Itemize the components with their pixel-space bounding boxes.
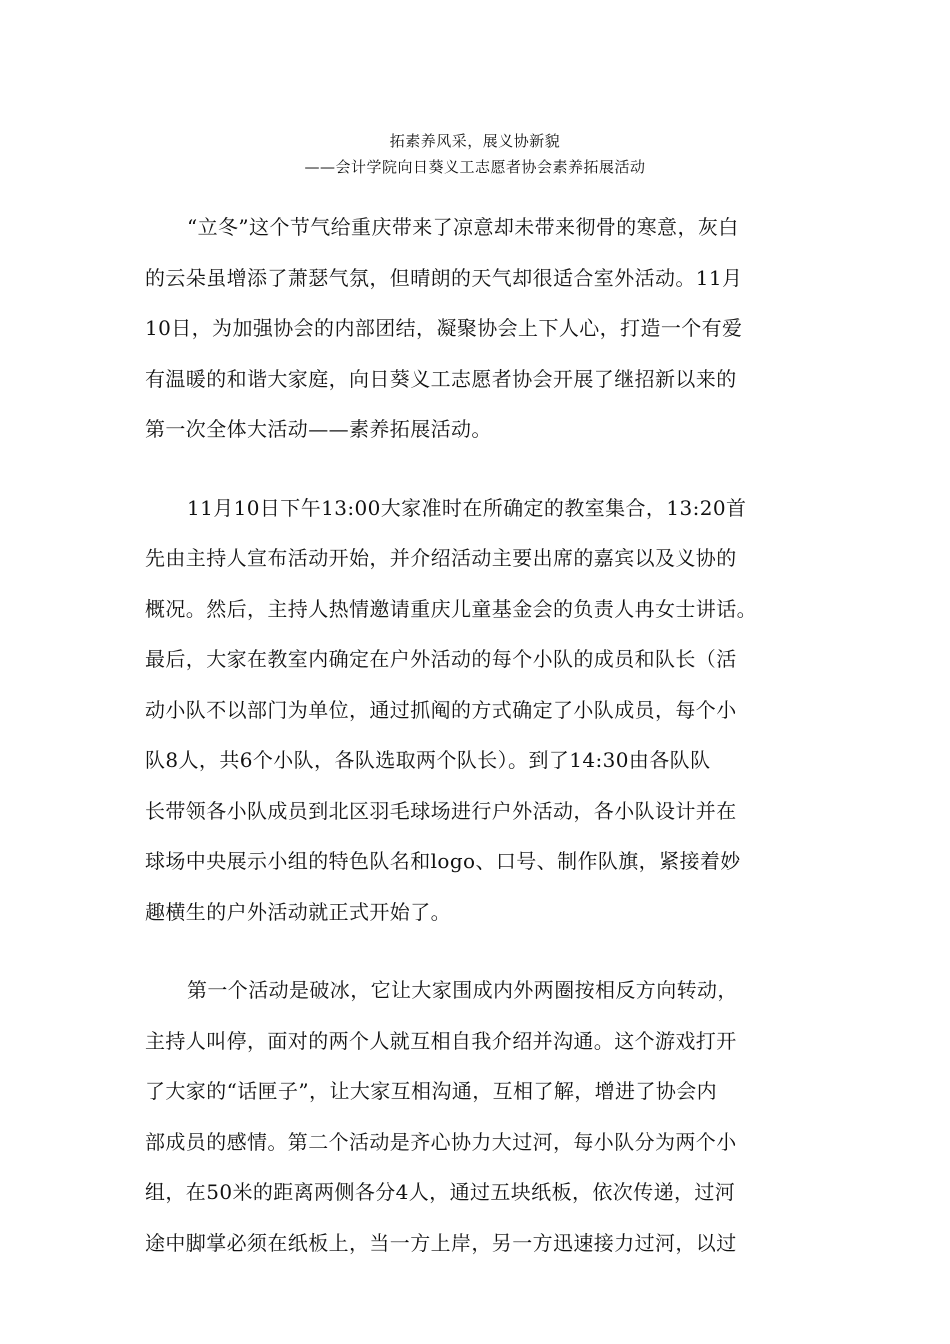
document-title: 拓素养风采，展义协新貌 (389, 132, 561, 150)
text-line: 第一次全体大活动——素养拓展活动。 (145, 417, 492, 441)
text-line: 主持人叫停，面对的两个人就互相自我介绍并沟通。这个游戏打开 (145, 1028, 737, 1053)
text-line: 先由主持人宣布活动开始，并介绍活动主要出席的嘉宾以及义协的 (145, 546, 737, 570)
text-line: 最后，大家在教室内确定在户外活动的每个小队的成员和队长（活 (145, 647, 737, 671)
text-line: 途中脚掌必须在纸板上，当一方上岸，另一方迅速接力过河，以过 (145, 1230, 737, 1255)
paragraph-2 (145, 483, 817, 938)
text-line: 第一个活动是破冰，它让大家围成内外两圈按相反方向转动， (187, 978, 738, 1002)
text-line: 的云朵虽增添了萧瑟气氛，但晴朗的天气却很适合室外活动。11月 (145, 265, 743, 290)
text-line: 趣横生的户外活动就正式开始了。 (145, 899, 451, 924)
text-line: 了大家的“话匣子”，让大家互相沟通，互相了解，增进了协会内 (145, 1079, 718, 1103)
text-line: 球场中央展示小组的特色队名和logo、口号、制作队旗，紧接着妙 (145, 849, 741, 873)
document-subtitle: ——会计学院向日葵义工志愿者协会素养拓展活动 (304, 158, 646, 176)
title-block (0, 128, 950, 180)
text-line: 有温暖的和谐大家庭，向日葵义工志愿者协会开展了继招新以来的 (145, 366, 737, 391)
text-line: 动小队不以部门为单位，通过抓阄的方式确定了小队成员，每个小 (145, 697, 737, 722)
document-body (145, 202, 817, 1296)
text-line: 长带领各小队成员到北区羽毛球场进行户外活动，各小队设计并在 (145, 798, 737, 823)
text-line: 11月10日下午13:00大家准时在所确定的教室集合，13:20首 (187, 495, 747, 520)
text-line: 组，在50米的距离两侧各分4人，通过五块纸板，依次传递，过河 (145, 1180, 736, 1204)
text-line: “立冬”这个节气给重庆带来了凉意却未带来彻骨的寒意，灰白 (187, 215, 739, 239)
paragraph-3 (145, 965, 817, 1268)
text-line: 10日，为加强协会的内部团结，凝聚协会上下人心，打造一个有爱 (145, 316, 743, 340)
text-line: 队8人，共6个小队，各队选取两个队长）。到了14:30由各队队 (145, 748, 711, 772)
text-line: 部成员的感情。第二个活动是齐心协力大过河，每小队分为两个小 (145, 1129, 737, 1154)
paragraph-1 (145, 202, 817, 455)
text-line: 概况。然后，主持人热情邀请重庆儿童基金会的负责人冉女士讲话。 (145, 596, 757, 621)
